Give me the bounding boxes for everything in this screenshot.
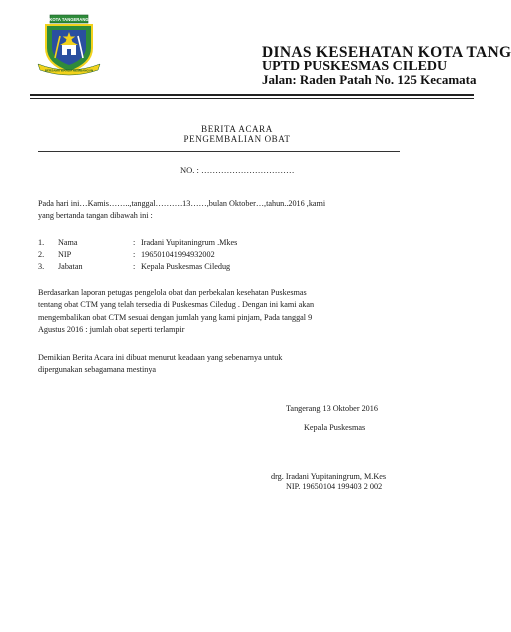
field-number: 3. <box>38 262 45 272</box>
title-divider <box>38 151 400 152</box>
closing-line-2: dipergunakan sebagamana mestinya <box>38 365 157 375</box>
letterhead-address: Jalan: Raden Patah No. 125 Kecamata <box>262 72 477 87</box>
intro-paragraph <box>38 198 404 223</box>
field-value: Iradani Yupitaningrum .Mkes <box>141 238 238 247</box>
field-label: Nama <box>58 238 78 247</box>
signature-nip: NIP. 19650104 199403 2 002 <box>286 482 383 491</box>
logo-ribbon-text: BERSAMA WARGA MEMBANGUN <box>44 68 94 73</box>
letterhead-rule-thick <box>30 94 474 96</box>
city-emblem-logo <box>36 14 102 78</box>
closing-paragraph <box>38 352 404 377</box>
document-subtitle: PENGEMBALIAN OBAT <box>183 134 291 144</box>
signature-position: Kepala Puskesmas <box>304 423 366 432</box>
signature-name: drg. Iradani Yupitaningrum, M.Kes <box>271 472 387 481</box>
field-colon: : <box>133 238 136 247</box>
closing-line-1: Demikian Berita Acara ini dibuat menurut keadaan yang sebenarnya untuk <box>38 353 283 362</box>
body-paragraph <box>38 287 404 337</box>
field-label: NIP <box>58 250 72 260</box>
field-colon: : <box>133 250 136 260</box>
intro-line-1: Pada hari ini…Kamis……..,tanggal……….13……,bulan Oktober…,tahun..2016 ,kami <box>38 199 326 208</box>
body-line-3: mengembalikan obat CTM sesuai dengan jumlah yang kami pinjam, Pada tanggal 9 <box>38 312 313 322</box>
body-line-1: Berdasarkan laporan petugas pengelola obat dan perbekalan kesehatan Puskesmas <box>38 288 307 297</box>
field-colon: : <box>133 262 136 272</box>
body-line-2: tentang obat CTM yang telah tersedia di Puskesmas Ciledug . Dengan ini kami akan <box>38 300 315 310</box>
logo-banner-text: KOTA TANGERANG <box>49 17 89 22</box>
field-value: 196501041994932002 <box>141 250 215 260</box>
field-label: Jabatan <box>58 262 83 272</box>
field-value: Kepala Puskesmas Ciledug <box>141 262 231 272</box>
letterhead-rule-thin <box>30 98 474 99</box>
letterhead-unit: UPTD PUSKESMAS CILEDU <box>262 59 448 74</box>
letterhead-agency: DINAS KESEHATAN KOTA TANG <box>262 44 511 61</box>
signature-place-date: Tangerang 13 Oktober 2016 <box>286 404 378 413</box>
document-title: BERITA ACARA <box>201 124 273 134</box>
intro-line-2: yang bertanda tangan dibawah ini : <box>38 211 153 221</box>
document-number: NO. : …………………………… <box>180 165 295 175</box>
field-number: 1. <box>38 238 45 247</box>
field-number: 2. <box>38 250 45 260</box>
body-line-4: Agustus 2016 : jumlah obat seperti terlampir <box>38 325 185 335</box>
emblem-icon <box>36 14 102 78</box>
